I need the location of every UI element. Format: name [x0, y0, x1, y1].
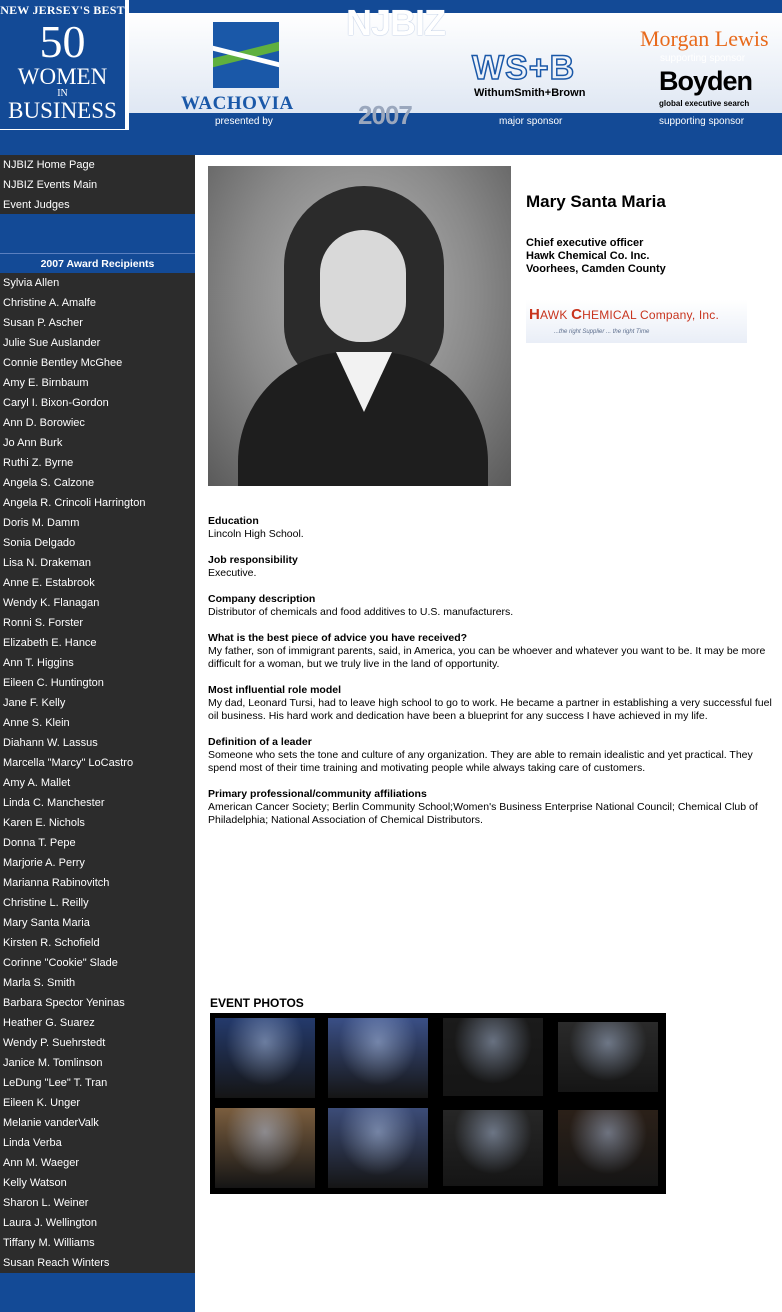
bio-heading: Most influential role model: [208, 684, 342, 696]
recipient-link[interactable]: Angela S. Calzone: [3, 477, 95, 489]
recipient-link[interactable]: Barbara Spector Yeninas: [3, 997, 125, 1009]
logo-line-2: 50: [39, 16, 86, 67]
recipient-link[interactable]: Ann D. Borowiec: [3, 417, 85, 429]
recipient-link[interactable]: Diahann W. Lassus: [3, 737, 98, 749]
event-photo-thumbnail[interactable]: [558, 1022, 658, 1092]
event-year: 2007: [358, 100, 412, 130]
page-header: [0, 0, 782, 155]
award-recipients-heading: 2007 Award Recipients: [0, 253, 195, 273]
morgan-lewis-logo[interactable]: Morgan Lewis: [640, 26, 769, 51]
bio-heading: Definition of a leader: [208, 736, 312, 748]
recipient-link[interactable]: Linda C. Manchester: [3, 797, 105, 809]
profile-company: Hawk Chemical Co. Inc.: [526, 250, 650, 262]
supporting-sponsor-caption-1: supporting sponsor: [660, 53, 746, 64]
recipient-link[interactable]: Anne E. Estabrook: [3, 577, 95, 589]
wsb-logo-text[interactable]: WithumSmith+Brown: [474, 87, 586, 99]
wachovia-logo-text[interactable]: WACHOVIA: [181, 93, 294, 114]
logo-line-3: WOMEN: [17, 64, 108, 89]
logo-line-4: IN: [57, 88, 68, 99]
bio-section: [208, 736, 776, 775]
sidebar-nav: [0, 155, 195, 214]
recipient-link[interactable]: Susan Reach Winters: [3, 1257, 110, 1269]
recipient-link[interactable]: Mary Santa Maria: [3, 917, 90, 929]
company-logo-tagline: ...the right Supplier ... the right Time: [554, 329, 650, 335]
bio-text: Distributor of chemicals and food additives to U.S. manufacturers.: [208, 606, 514, 618]
supporting-sponsor-caption-2: supporting sponsor: [659, 116, 745, 127]
recipient-link[interactable]: Julie Sue Auslander: [3, 337, 101, 349]
event-photo-thumbnail[interactable]: [328, 1108, 428, 1188]
company-logo: [526, 300, 747, 343]
recipient-link[interactable]: Kirsten R. Schofield: [3, 937, 100, 949]
recipient-link[interactable]: Christine L. Reilly: [3, 897, 89, 909]
recipient-link[interactable]: Sonia Delgado: [3, 537, 76, 549]
major-sponsor-caption: major sponsor: [499, 116, 563, 127]
recipient-link[interactable]: Jane F. Kelly: [3, 697, 66, 709]
bio-section: [208, 554, 776, 580]
event-photos-title: EVENT PHOTOS: [210, 996, 304, 1010]
profile-bio: [208, 515, 776, 840]
recipient-link[interactable]: Elizabeth E. Hance: [3, 637, 97, 649]
recipient-link[interactable]: Wendy K. Flanagan: [3, 597, 100, 609]
recipient-link[interactable]: Sharon L. Weiner: [3, 1197, 89, 1209]
event-photo-thumbnail[interactable]: [328, 1018, 428, 1098]
nav-link-home[interactable]: NJBIZ Home Page: [3, 159, 95, 171]
profile-info: [526, 237, 666, 276]
recipient-link[interactable]: Janice M. Tomlinson: [3, 1057, 103, 1069]
recipient-link[interactable]: Sylvia Allen: [3, 277, 60, 289]
recipient-link[interactable]: Lisa N. Drakeman: [3, 557, 92, 569]
recipient-link[interactable]: Anne S. Klein: [3, 717, 70, 729]
bio-section: [208, 632, 776, 671]
njbiz-logo[interactable]: NJBIZ: [346, 2, 446, 43]
recipients-list: [0, 273, 195, 1273]
bio-text: Someone who sets the tone and culture of any organization. They are able to remain idealistic and yet practical. They spend most of their time training and motivating people while always taking care of customers.: [208, 749, 753, 774]
recipient-link[interactable]: Marianna Rabinovitch: [3, 877, 110, 889]
recipient-link[interactable]: Marcella "Marcy" LoCastro: [3, 757, 134, 769]
awards-logo[interactable]: [0, 0, 125, 129]
bio-section: [208, 515, 776, 541]
bio-section: [208, 593, 776, 619]
recipient-link[interactable]: Laura J. Wellington: [3, 1217, 97, 1229]
event-photo-thumbnail[interactable]: [558, 1110, 658, 1186]
boyden-subtitle: global executive search: [659, 99, 750, 108]
recipient-link[interactable]: Kelly Watson: [3, 1177, 67, 1189]
header-top-stripe: [129, 0, 782, 13]
recipient-link[interactable]: Amy A. Mallet: [3, 777, 71, 789]
recipient-link[interactable]: Eileen C. Huntington: [3, 677, 104, 689]
recipient-link[interactable]: Marla S. Smith: [3, 977, 76, 989]
logo-line-5: BUSINESS: [8, 98, 117, 123]
recipient-link[interactable]: Marjorie A. Perry: [3, 857, 85, 869]
boyden-logo[interactable]: Boyden: [659, 66, 753, 96]
bio-text: Executive.: [208, 567, 257, 579]
event-photo-thumbnail[interactable]: [215, 1108, 315, 1188]
logo-line-1: NEW JERSEY'S BEST: [0, 3, 125, 17]
recipient-link[interactable]: Donna T. Pepe: [3, 837, 76, 849]
bio-text: Lincoln High School.: [208, 528, 304, 540]
bio-heading: Company description: [208, 593, 316, 605]
recipient-link[interactable]: Connie Bentley McGhee: [3, 357, 123, 369]
recipient-link[interactable]: Caryl I. Bixon-Gordon: [3, 397, 109, 409]
recipient-link[interactable]: Wendy P. Suehrstedt: [3, 1037, 106, 1049]
profile-location: Voorhees, Camden County: [526, 263, 666, 275]
bio-text: American Cancer Society; Berlin Community School;Women's Business Enterprise National Council; Chemical Club of Philadelphia; National Association of Chemical Distributors.: [208, 801, 758, 826]
wsb-logo-icon[interactable]: WS+B: [472, 49, 576, 87]
recipient-link[interactable]: Melanie vanderValk: [3, 1117, 99, 1129]
header-band: [0, 130, 782, 155]
recipient-link[interactable]: Tiffany M. Williams: [3, 1237, 95, 1249]
bio-text: My dad, Leonard Tursi, had to leave high school to go to work. He became a partner in establishing a very successful fuel oil business. His hard work and dedication have been a blueprint for any success I have achieved in my life.: [208, 697, 772, 722]
profile-photo: [208, 166, 511, 486]
profile-name: Mary Santa Maria: [526, 192, 666, 211]
recipient-link[interactable]: Karen E. Nichols: [3, 817, 85, 829]
event-photo-thumbnail[interactable]: [215, 1018, 315, 1098]
recipient-link[interactable]: Ronni S. Forster: [3, 617, 84, 629]
event-photos-gallery: [210, 1013, 666, 1194]
profile-title: Chief executive officer: [526, 237, 644, 249]
bio-heading: Job responsibility: [208, 554, 298, 566]
recipient-link[interactable]: Linda Verba: [3, 1137, 62, 1149]
recipient-link[interactable]: Ann T. Higgins: [3, 657, 74, 669]
recipient-link[interactable]: LeDung "Lee" T. Tran: [3, 1077, 108, 1089]
recipient-link[interactable]: Angela R. Crincoli Harrington: [3, 497, 146, 509]
bio-text: My father, son of immigrant parents, said, in America, you can be whoever and whatever you want to be. It may be more difficult for a woman, but we truly live in the land of opportunity.: [208, 645, 766, 670]
recipient-link[interactable]: Heather G. Suarez: [3, 1017, 95, 1029]
event-photo-thumbnail[interactable]: [443, 1110, 543, 1186]
sidebar: [0, 155, 195, 1312]
recipient-link[interactable]: Corinne "Cookie" Slade: [3, 957, 118, 969]
recipient-link[interactable]: Christine A. Amalfe: [3, 297, 96, 309]
recipient-link[interactable]: Doris M. Damm: [3, 517, 80, 529]
recipient-link[interactable]: Ruthi Z. Byrne: [3, 457, 74, 469]
bio-section: [208, 684, 776, 723]
event-photo-thumbnail[interactable]: [443, 1018, 543, 1096]
recipient-link[interactable]: Susan P. Ascher: [3, 317, 83, 329]
company-logo-name: HAWK CHEMICAL Company, Inc.: [529, 306, 720, 323]
wachovia-logo-icon[interactable]: [213, 22, 279, 88]
bio-heading: Education: [208, 515, 259, 527]
presented-by-caption: presented by: [215, 116, 273, 127]
recipient-link[interactable]: Amy E. Birnbaum: [3, 377, 89, 389]
bio-section: [208, 788, 776, 827]
nav-link-events-main[interactable]: NJBIZ Events Main: [3, 179, 98, 191]
recipient-link[interactable]: Eileen K. Unger: [3, 1097, 81, 1109]
nav-link-event-judges[interactable]: Event Judges: [3, 199, 70, 211]
bio-heading: What is the best piece of advice you have received?: [208, 632, 468, 644]
recipient-link[interactable]: Jo Ann Burk: [3, 437, 63, 449]
bio-heading: Primary professional/community affiliations: [208, 788, 427, 800]
recipient-link[interactable]: Ann M. Waeger: [3, 1157, 80, 1169]
